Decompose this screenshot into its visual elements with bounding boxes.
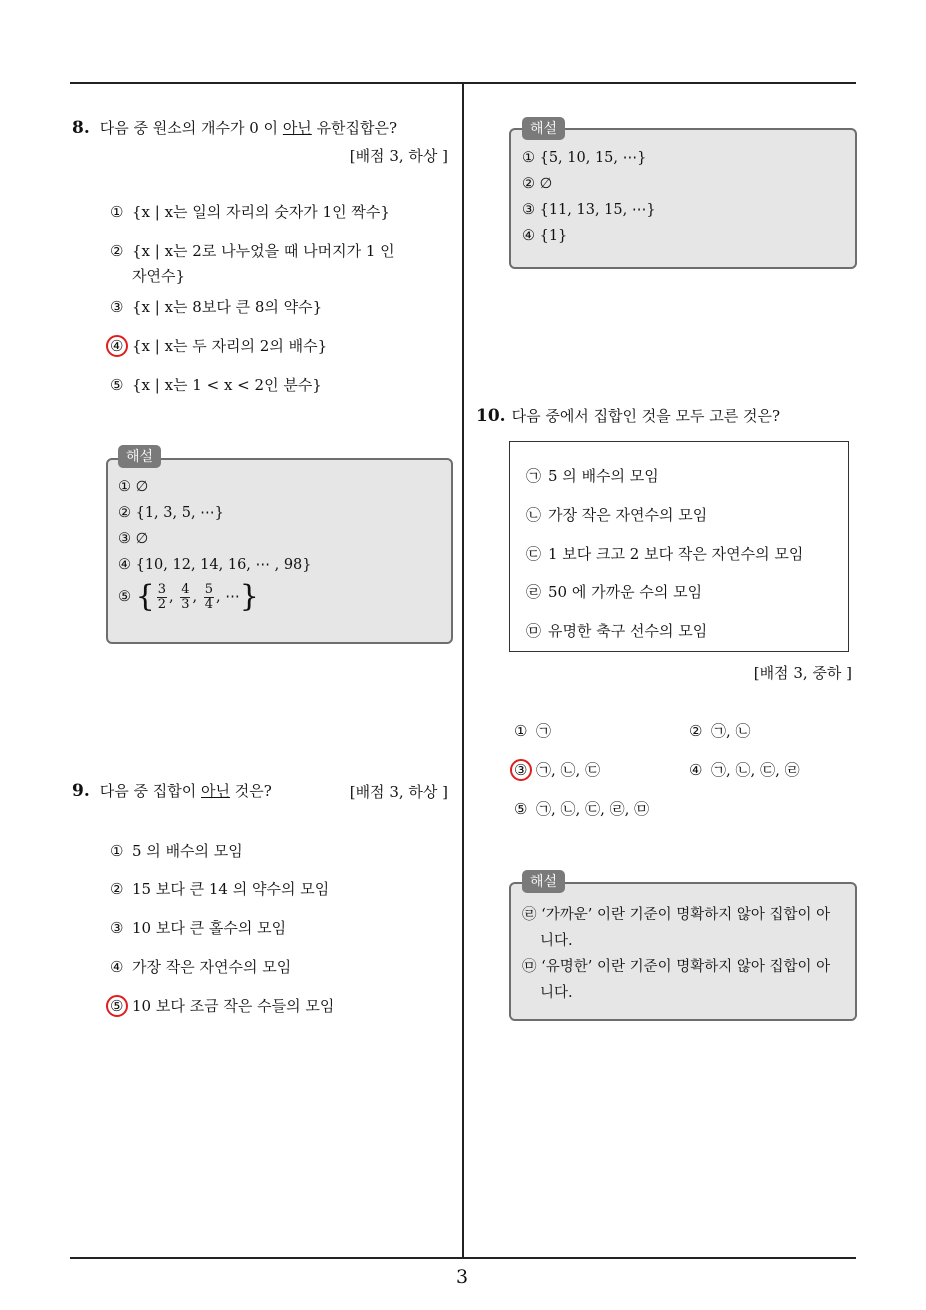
fraction-5-4: $\frac{5}{4}$ [204,581,213,612]
q10-option-1[interactable]: ① ㉠ [514,722,552,740]
fraction-3-2: $\frac{3}{2}$ [157,581,166,612]
q9-stem [72,780,272,801]
q8-solution-line-4: ④ {10, 12, 14, 16, ⋯ , 98} [118,557,312,573]
q9-solution-line-3: ③ {11, 13, 15, ⋯} [522,202,656,218]
q9-answer-circle [106,995,128,1017]
q9-text-before: 다음 중 집합이 [99,782,201,800]
q8-text-underline: 아닌 [282,119,312,137]
q9-option-1[interactable]: ① 5 의 배수의 모임 [110,842,243,860]
q10-item-2: ㉡ 가장 작은 자연수의 모임 [526,506,708,524]
q8-solution-line-5: ⑤ { $\frac{3}{2}$ , $\frac{4}{3}$ , $\frac{5}{4}$ , ⋯} [118,579,259,614]
fraction-4-3: $\frac{4}{3}$ [181,581,190,612]
q10-option-4[interactable]: ④ ㉠, ㉡, ㉢, ㉣ [689,761,800,779]
q8-solution-line-3: ③ ∅ [118,531,149,547]
q8-solution-line-2: ② {1, 3, 5, ⋯} [118,505,224,521]
bottom-rule [70,1257,856,1259]
q10-answer-circle [510,759,532,781]
q10-number: 10. [476,406,506,426]
q9-solution-line-2: ② ∅ [522,176,553,192]
q10-item-4: ㉣ 50 에 가까운 수의 모임 [526,583,703,601]
column-divider [462,83,464,1258]
q10-solution-line-4: 니다. [540,985,573,1001]
q9-score: [배점 3, 하상 ] [349,783,448,801]
q8-solution-label: 해설 [118,445,161,468]
page-number: 3 [456,1266,469,1288]
q8-solution-line-1: ① ∅ [118,479,149,495]
q9-solution-line-4: ④ {1} [522,228,568,244]
q8-option-4[interactable]: ④ {x | x는 두 자리의 2의 배수} [110,337,328,355]
q8-solution-box [106,458,453,644]
q10-stem [476,405,780,426]
q10-text: 다음 중에서 집합인 것을 모두 고른 것은? [511,407,781,425]
q9-solution-line-1: ① {5, 10, 15, ⋯} [522,150,647,166]
q8-score: [배점 3, 하상 ] [349,147,448,165]
q10-solution-line-3: ㉤ ‘유명한’ 이란 기준이 명확하지 않아 집합이 아 [522,959,831,975]
q10-option-2[interactable]: ② ㉠, ㉡ [689,722,751,740]
q9-option-3[interactable]: ③ 10 보다 큰 홀수의 모임 [110,919,287,937]
q8-text-after: 유한집합은? [311,119,398,137]
q8-number: 8. [72,118,90,138]
q10-item-3: ㉢ 1 보다 크고 2 보다 작은 자연수의 모임 [526,545,804,563]
q8-text-before: 다음 중 원소의 개수가 0 이 [99,119,283,137]
q9-number: 9. [72,781,90,801]
q9-solution-label: 해설 [522,117,565,140]
q10-solution-label: 해설 [522,870,565,893]
q8-option-3[interactable]: ③ {x | x는 8보다 큰 8의 약수} [110,298,323,316]
q10-item-5: ㉤ 유명한 축구 선수의 모임 [526,622,708,640]
q9-option-4[interactable]: ④ 가장 작은 자연수의 모임 [110,958,292,976]
q10-score: [배점 3, 중하 ] [753,664,852,682]
q10-solution-line-1: ㉣ ‘가까운’ 이란 기준이 명확하지 않아 집합이 아 [522,907,831,923]
q8-option-5[interactable]: ⑤ {x | x는 1 < x < 2인 분수} [110,376,322,394]
q8-option-1[interactable]: ① {x | x는 일의 자리의 숫자가 1인 짝수} [110,203,390,221]
q9-option-5[interactable]: ⑤ 10 보다 조금 작은 수들의 모임 [110,997,335,1015]
q9-text-underline: 아닌 [201,782,230,800]
q10-solution-line-2: 니다. [540,933,573,949]
q10-item-1: ㉠ 5 의 배수의 모임 [526,467,659,485]
q10-option-5[interactable]: ⑤ ㉠, ㉡, ㉢, ㉣, ㉤ [514,800,650,818]
q8-answer-circle [106,335,128,357]
q8-stem [72,117,397,138]
q8-option-2-cont: 자연수} [132,267,186,285]
q9-option-2[interactable]: ② 15 보다 큰 14 의 약수의 모임 [110,880,330,898]
q10-option-3[interactable]: ③ ㉠, ㉡, ㉢ [514,761,601,779]
q9-text-after: 것은? [229,782,272,800]
q8-option-2[interactable]: ② {x | x는 2로 나누었을 때 나머지가 1 인 [110,242,395,260]
